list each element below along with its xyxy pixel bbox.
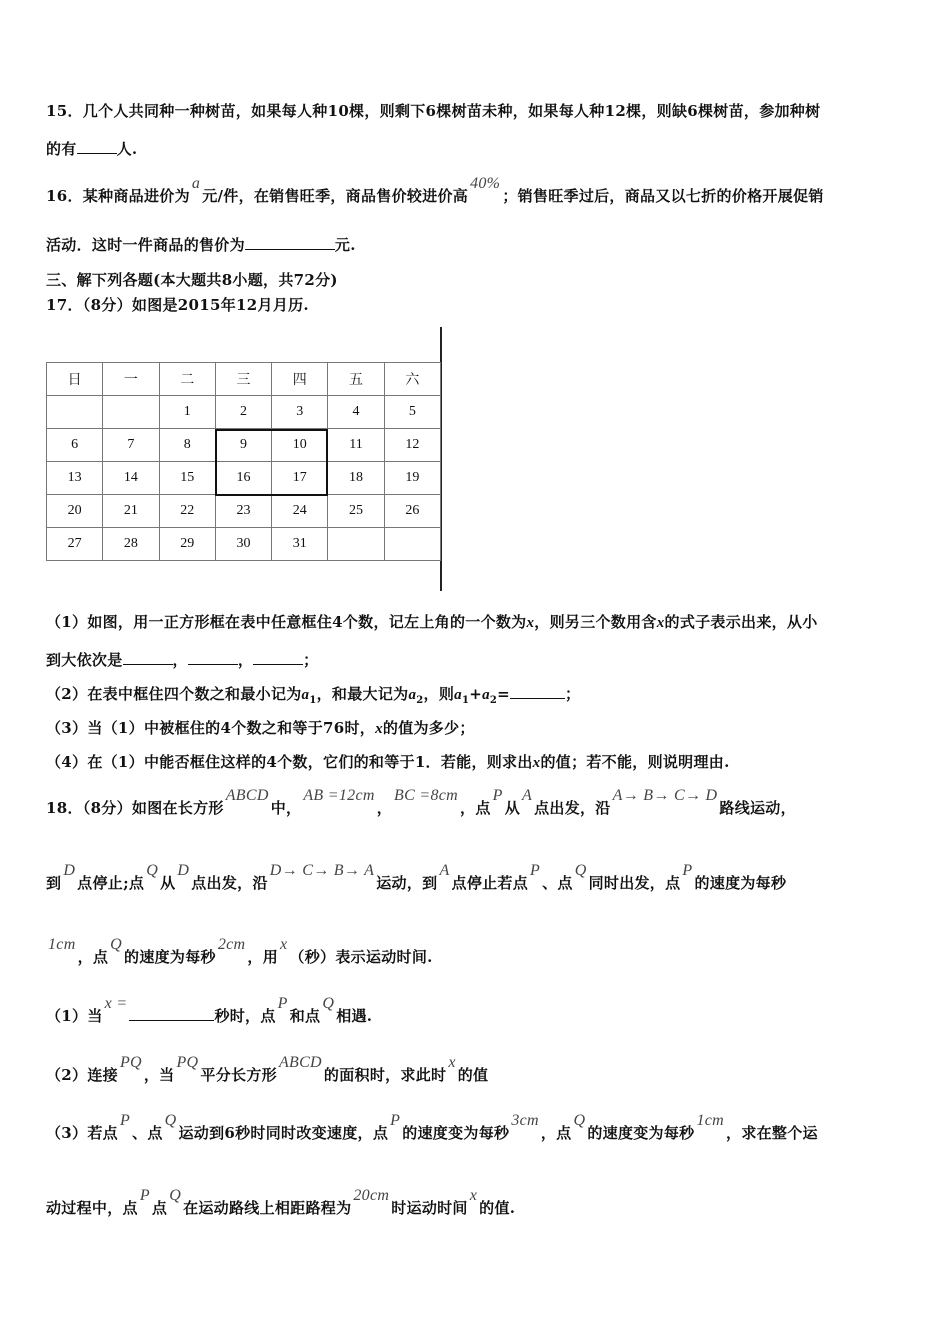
answer-blank [245,235,335,250]
math-expression: Q [574,862,587,879]
math-expression: 2cm [217,936,246,953]
text-segment: ；销售旺季过后，商品又以七折的价格开展促销 [502,187,824,205]
text-line [46,234,356,255]
math-expression: D [63,862,76,879]
text-segment: （3）若点 [46,1124,118,1142]
calendar-cell: 2 [215,396,271,429]
text-segment: 的速度为每秒 [124,948,216,966]
calendar-cell [384,528,440,561]
math-expression: x = [104,995,128,1012]
calendar-cell: 日 [47,363,103,396]
answer-blank [129,1006,214,1021]
text-segment: （4）在（1）中能否框住这样的4个数，它们的和等于1．若能，则求出 [46,753,533,771]
text-line [46,100,820,121]
text-line [46,717,475,738]
text-segment: 的式子表示出来，从小 [664,613,818,631]
calendar-cell: 7 [103,429,159,462]
calendar-cell: 18 [328,462,384,495]
text-line [46,649,318,670]
calendar-cell: 5 [384,396,440,429]
text-segment: 点 [151,1199,168,1217]
math-expression: Q [169,1187,182,1204]
calendar-cell: 19 [384,462,440,495]
text-segment: （1）如图，用一正方形框在表中任意框住4个数，记左上角的一个数为 [46,613,527,631]
text-segment: 点出发，沿 [534,799,611,817]
text-segment: （3）当（1）中被框住的4个数之和等于76时， [46,719,376,737]
text-segment: ， [237,651,254,669]
text-segment: 到 [46,874,62,892]
math-expression: A [439,862,450,879]
calendar-cell: 六 [384,363,440,396]
math-expression: x [280,936,288,953]
text-segment: 运动，到 [376,874,438,892]
math-expression: D [177,862,190,879]
math-expression: ABCD [278,1054,322,1071]
calendar-cell: 23 [215,495,271,528]
text-segment: 活动．这时一件商品的售价为 [46,236,245,254]
math-expression: A [522,787,533,804]
text-line [46,1054,489,1085]
text-line [46,683,580,706]
text-segment: 的速度变为每秒 [402,1124,510,1142]
text-segment: ，则 [423,685,455,703]
text-segment: 从 [504,799,521,817]
text-line [46,175,824,206]
variable: a [301,687,310,703]
variable: a [454,687,462,703]
text-segment: 的面积时，求此时 [323,1066,447,1084]
text-segment: （1）当 [46,1007,103,1025]
variable: a [482,687,490,703]
text-segment: 到大依次是 [46,651,123,669]
math-expression: a [191,175,201,192]
text-segment: ， [376,799,393,817]
text-segment: ，点 [460,799,491,817]
calendar-cell: 20 [47,495,103,528]
math-expression: Q [322,995,335,1012]
text-line [46,1112,818,1143]
text-segment: 的值. [479,1199,516,1217]
calendar-cell: 21 [103,495,159,528]
text-line [46,294,309,315]
calendar-cell: 9 [215,429,271,462]
text-segment: 元. [334,236,356,254]
text-segment: 秒时，点 [214,1007,276,1025]
text-segment: 在运动路线上相距路程为 [183,1199,352,1217]
text-segment: （2）连接 [46,1066,118,1084]
math-expression: BC =8cm [394,787,459,804]
math-expression: P [492,787,503,804]
answer-blank [123,650,173,665]
text-segment: 元/件，在销售旺季，商品售价较进价高 [202,187,469,205]
calendar-cell: 三 [215,363,271,396]
text-segment: 、点 [132,1124,163,1142]
calendar-cell: 一 [103,363,159,396]
text-line [46,995,373,1026]
text-segment: ， [172,651,188,669]
math-expression: P [390,1112,401,1129]
calendar-cell [103,396,159,429]
text-segment: = [497,685,511,703]
text-segment: 、点 [542,874,573,892]
calendar-cell: 12 [384,429,440,462]
text-segment: 点停止若点 [451,874,529,892]
text-segment: 的速度为每秒 [694,874,787,892]
text-segment: 的值；若不能，则说明理由. [540,753,730,771]
text-segment: 和点 [289,1007,321,1025]
calendar-cell: 13 [47,462,103,495]
calendar-cell: 4 [328,396,384,429]
math-expression: P [277,995,288,1012]
subscript: 2 [416,695,424,706]
text-segment: 平分长方形 [200,1066,277,1084]
math-expression: x [448,1054,456,1071]
text-line [46,611,818,632]
calendar-cell: 28 [103,528,159,561]
text-segment: （2）在表中框住四个数之和最小记为 [46,685,302,703]
calendar-cell: 27 [47,528,103,561]
variable: x [532,755,541,771]
calendar-cell: 二 [159,363,215,396]
variable: a [408,687,417,703]
math-expression: ABCD [225,787,269,804]
text-segment: 三、解下列各题(本大题共8小题，共72分) [46,271,338,289]
math-expression: P [139,1187,150,1204]
math-expression: PQ [176,1054,199,1071]
calendar-week-row [47,396,441,429]
calendar-header-row [47,363,441,396]
math-expression: 3cm [511,1112,539,1129]
calendar-cell: 25 [328,495,384,528]
text-line [46,751,730,772]
text-segment: ，当 [143,1066,175,1084]
math-expression: x [469,1187,478,1204]
calendar-cell: 31 [272,528,328,561]
text-segment: ； [565,685,581,703]
text-segment: ，点 [77,948,109,966]
text-segment: + [469,685,483,703]
text-segment: 的速度变为每秒 [587,1124,695,1142]
text-segment: 点停止;点 [77,874,145,892]
text-segment: 运动到6秒时同时改变速度，点 [178,1124,389,1142]
text-segment: 的值为多少； [382,719,475,737]
text-segment: ，点 [540,1124,572,1142]
text-segment: （秒）表示运动时间. [289,948,433,966]
calendar-cell: 1 [159,396,215,429]
calendar-cell [47,396,103,429]
text-segment: 16．某种商品进价为 [46,187,190,205]
math-expression: 1cm [696,1112,725,1129]
calendar-cell: 8 [159,429,215,462]
calendar-week-row [47,528,441,561]
math-expression: Q [164,1112,177,1129]
math-expression: AB =12cm [303,787,375,804]
calendar-cell: 24 [272,495,328,528]
calendar-cell: 6 [47,429,103,462]
text-segment: 点出发，沿 [191,874,268,892]
text-segment: 从 [160,874,176,892]
text-line [46,787,796,818]
calendar-cell: 26 [384,495,440,528]
text-segment: ，和最大记为 [316,685,409,703]
math-expression: P [682,862,693,879]
text-line [46,862,787,893]
subscript: 2 [489,695,498,706]
math-expression: A→ B→ C→ D [612,787,718,804]
math-expression: Q [573,1112,586,1129]
math-expression: 40% [470,175,501,192]
text-line [46,936,433,967]
calendar-cell: 16 [215,462,271,495]
text-line [46,1187,516,1218]
calendar-cell: 10 [272,429,328,462]
math-expression: Q [146,862,159,879]
text-segment: 同时出发，点 [588,874,681,892]
answer-blank [188,650,238,665]
text-segment: ，则另三个数用含 [534,613,657,631]
text-segment: 17．（8分）如图是2015年12月月历. [46,296,309,314]
text-segment: 时运动时间 [391,1199,468,1217]
calendar-cell: 29 [159,528,215,561]
math-expression: D→ C→ B→ A [269,862,375,879]
text-segment: ，用 [247,948,279,966]
text-segment: 路线运动， [719,799,796,817]
text-segment: ； [303,651,319,669]
math-expression: PQ [119,1054,142,1071]
text-segment: 的有 [46,140,77,158]
calendar-cell: 17 [272,462,328,495]
variable: x [656,615,665,631]
math-expression: P [119,1112,131,1129]
text-line [46,269,338,290]
text-segment: 中， [270,799,302,817]
math-expression: 1cm [48,936,76,953]
calendar-week-row [47,495,441,528]
calendar-cell: 30 [215,528,271,561]
answer-blank [253,650,303,665]
calendar-cell: 四 [272,363,328,396]
variable: x [526,615,535,631]
text-segment: 人. [116,140,138,158]
text-segment: 15．几个人共同种一种树苗，如果每人种10棵，则剩下6棵树苗未种，如果每人种12棵，则缺6棵树苗，参加种树 [46,102,821,120]
calendar-cell [328,528,384,561]
text-segment: 的值 [457,1066,489,1084]
text-segment: 18．（8分）如图在长方形 [46,799,224,817]
text-segment: ，求在整个运 [726,1124,818,1142]
text-line [46,138,137,159]
calendar-cell: 22 [159,495,215,528]
subscript: 1 [461,695,470,706]
subscript: 1 [309,695,317,706]
answer-blank [510,684,565,699]
calendar-cell: 11 [328,429,384,462]
math-expression: P [530,862,541,879]
calendar-cell: 15 [159,462,215,495]
answer-blank [77,139,117,154]
text-segment: 动过程中，点 [46,1199,138,1217]
text-segment: 相遇. [336,1007,373,1025]
calendar-cell: 3 [272,396,328,429]
calendar-cell: 五 [328,363,384,396]
calendar-cell: 14 [103,462,159,495]
math-expression: 20cm [353,1187,390,1204]
selection-square-frame [215,429,328,496]
variable: x [375,721,383,737]
math-expression: Q [110,936,123,953]
